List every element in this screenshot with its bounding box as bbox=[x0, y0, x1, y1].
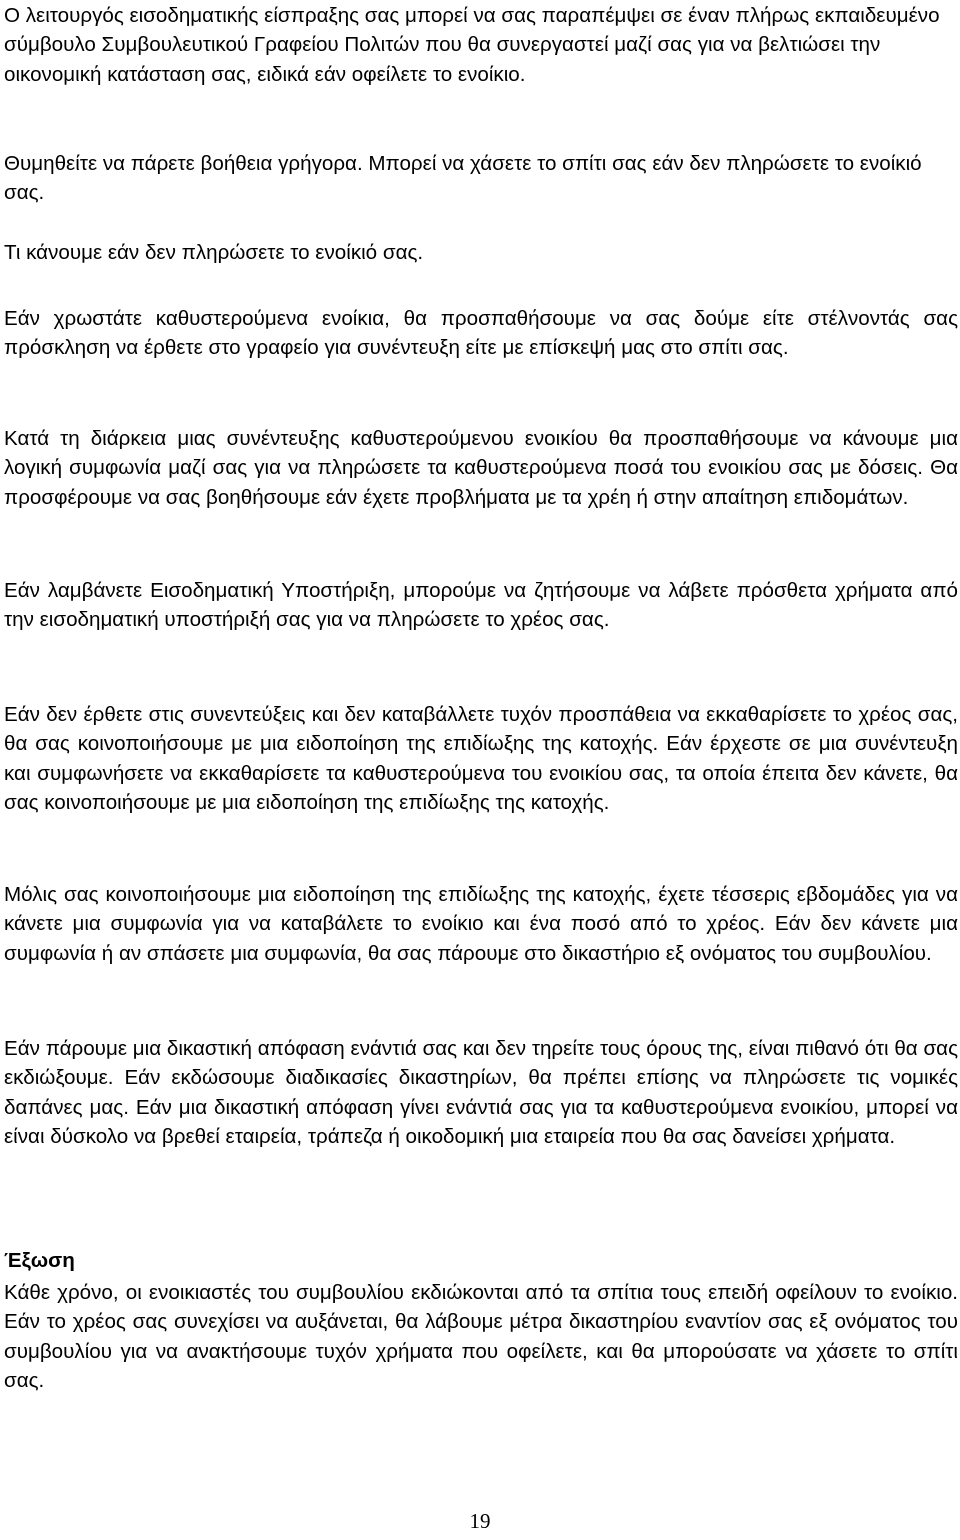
paragraph-court-decision: Εάν πάρουμε μια δικαστική απόφαση ενάντιά σας και δεν τηρείτε τους όρους της, είναι πιθανό ότι θα σας εκδιώξουμε. Εάν εκδώσουμε διαδικασίες δικαστηρίων, θα πρέπει επίσης να πληρώσετε τις νομικές δαπάνες μας. Εάν μια δικαστική απόφαση γίνει ενάντιά σας για τα καθυστερούμενα ενοικίου, μπορεί να είναι δύσκολο να βρεθεί εταιρεία, τράπεζα ή οικοδομική μια εταιρεία που θα σας δανείσει χρήματα. bbox=[4, 1037, 958, 1149]
paragraph-eviction: Κάθε χρόνο, οι ενοικιαστές του συμβουλίου εκδιώκονται από τα σπίτια τους επειδή οφείλουν το ενοίκιο. Εάν το χρέος σας συνεχίσει να αυξάνεται, θα λάβουμε μέτρα δικαστηρίου εναντίον σας εξ ονόματος του συμβουλίου για να ανακτήσουμε τυχόν χρήματα που οφείλετε, και θα μπορούσατε να χάσετε το σπίτι σας. bbox=[4, 1281, 958, 1393]
paragraph-what-we-do: Τι κάνουμε εάν δεν πληρώσετε το ενοίκιό σας. bbox=[4, 241, 424, 264]
paragraph-arrears-contact: Εάν χρωστάτε καθυστερούμενα ενοίκια, θα προσπαθήσουμε να σας δούμε είτε στέλνοντάς σας πρόσκληση να έρθετε στο γραφείο για συνέντευξη είτε με επίσκεψή μας στο σπίτι σας. bbox=[4, 307, 958, 360]
eviction-heading: Έξωση bbox=[4, 1249, 75, 1272]
paragraph-referral: Ο λειτουργός εισοδηματικής είσπραξης σας μπορεί να σας παραπέμψει σε έναν πλήρως εκπαιδευμένο σύμβουλο Συμβουλευτικού Γραφείου Πολιτών που θα συνεργαστεί μαζί σας για να βελτιώσει την οικονομική κατάσταση σας, ειδικά εάν οφείλετε το ενοίκιο. bbox=[4, 4, 940, 86]
paragraph-arrears-interview: Κατά τη διάρκεια μιας συνέντευξης καθυστερούμενου ενοικίου θα προσπαθήσουμε να κάνουμε μια λογική συμφωνία μαζί σας για να πληρώσετε τα καθυστερούμενα ποσά του ενοικίου σας με δόσεις. Θα προσφέρουμε να σας βοηθήσουμε εάν έχετε προβλήματα με τα χρέη ή στην απαίτηση επιδομάτων. bbox=[4, 427, 958, 509]
paragraph-income-support: Εάν λαμβάνετε Εισοδηματική Υποστήριξη, μπορούμε να ζητήσουμε να λάβετε πρόσθετα χρήματα από την εισοδηματική υποστήριξή σας για να πληρώσετε το χρέος σας. bbox=[4, 579, 958, 632]
page-number: 19 bbox=[469, 1509, 491, 1533]
paragraph-four-weeks: Μόλις σας κοινοποιήσουμε μια ειδοποίηση της επιδίωξης της κατοχής, έχετε τέσσερις εβδομάδες για να κάνετε μια συμφωνία για να καταβάλετε το ενοίκιο και ένα ποσό από το χρέος. Εάν δεν κάνετε μια συμφωνία ή αν σπάσετε μια συμφωνία, θα σας πάρουμε στο δικαστήριο εξ ονόματος του συμβουλίου. bbox=[4, 883, 958, 965]
paragraph-possession-notice: Εάν δεν έρθετε στις συνεντεύξεις και δεν καταβάλλετε τυχόν προσπάθεια να εκκαθαρίσετε το χρέος σας, θα σας κοινοποιήσουμε με μια ειδοποίηση της επιδίωξης της κατοχής. Εάν έρχεστε σε μια συνέντευξη και συμφωνήσετε να εκκαθαρίσετε τα καθυστερούμενα του ενοικίου σας, τα οποία έπειτα δεν κάνετε, θα σας κοινοποιήσουμε με μια ειδοποίηση της επιδίωξης της κατοχής. bbox=[4, 703, 958, 815]
paragraph-get-help-quickly: Θυμηθείτε να πάρετε βοήθεια γρήγορα. Μπορεί να χάσετε το σπίτι σας εάν δεν πληρώσετε το ενοίκιό σας. bbox=[4, 152, 922, 205]
